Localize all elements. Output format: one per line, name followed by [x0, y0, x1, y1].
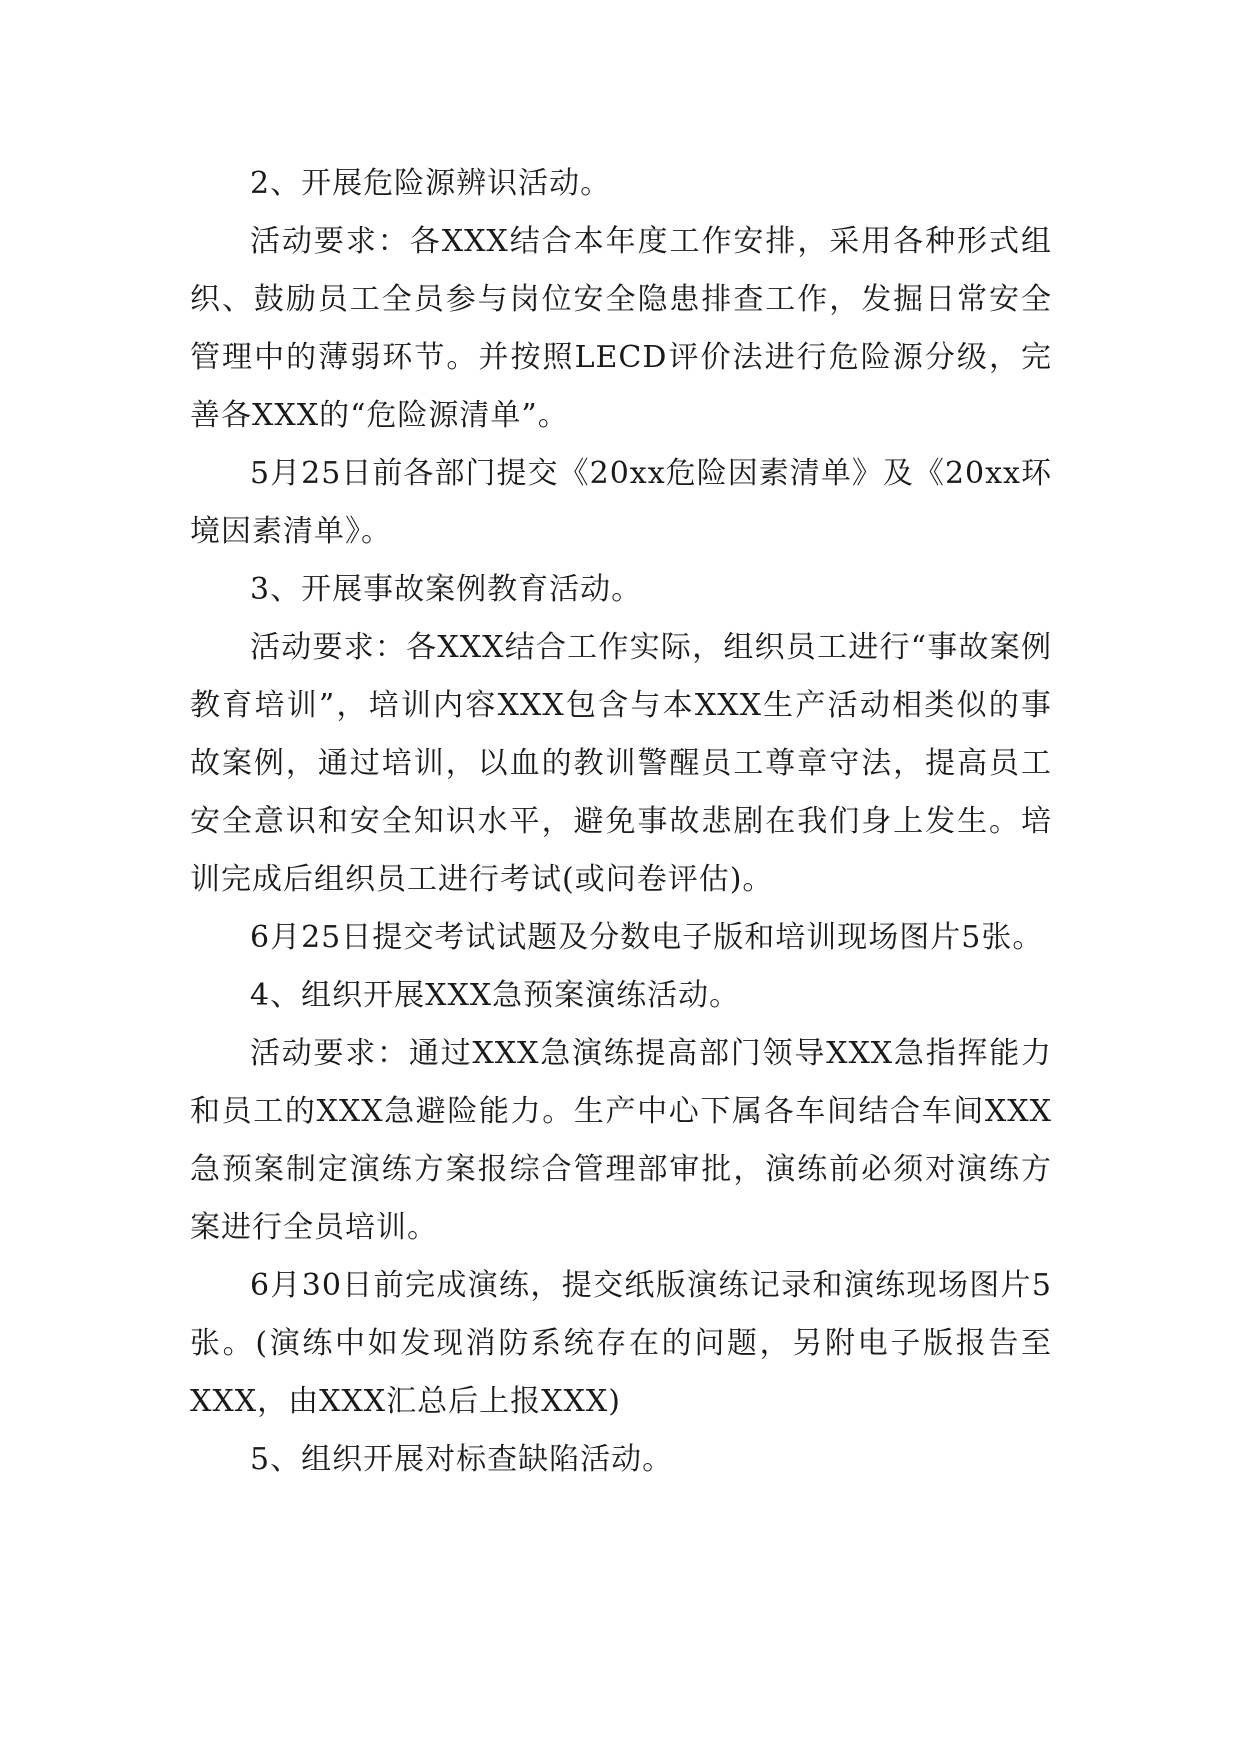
- paragraph-hazard-deadline: 5月25日前各部门提交《20xx危险因素清单》及《20xx环境因素清单》。: [190, 456, 1052, 549]
- section-heading-accident-education: 3、开展事故案例教育活动。: [250, 572, 643, 607]
- paragraph-accident-deadline: 6月25日提交考试试题及分数电子版和培训现场图片5张。: [250, 920, 1044, 955]
- paragraph-hazard-requirements: 活动要求：各XXX结合本年度工作安排，采用各种形式组织、鼓励员工全员参与岗位安全隐患排查工作，发掘日常安全管理中的薄弱环节。并按照LECD评价法进行危险源分级，完善各XXX的“危险源清单”。: [190, 224, 1052, 433]
- document-body: [190, 155, 1052, 1489]
- section-heading-emergency-drill: 4、组织开展XXX急预案演练活动。: [250, 978, 741, 1013]
- paragraph-drill-requirements: 活动要求：通过XXX急演练提高部门领导XXX急指挥能力和员工的XXX急避险能力。生产中心下属各车间结合车间XXX急预案制定演练方案报综合管理部审批，演练前必须对演练方案进行全员培训。: [190, 1036, 1052, 1245]
- section-heading-benchmark-defects: 5、组织开展对标查缺陷活动。: [250, 1442, 674, 1477]
- paragraph-drill-deadline: 6月30日前完成演练，提交纸版演练记录和演练现场图片5张。(演练中如发现消防系统存在的问题，另附电子版报告至XXX，由XXX汇总后上报XXX): [190, 1268, 1052, 1419]
- paragraph-accident-requirements: 活动要求：各XXX结合工作实际，组织员工进行“事故案例教育培训”，培训内容XXX包含与本XXX生产活动相类似的事故案例，通过培训，以血的教训警醒员工尊章守法，提高员工安全意识和安全知识水平，避免事故悲剧在我们身上发生。培训完成后组织员工进行考试(或问卷评估)。: [190, 630, 1052, 897]
- section-heading-hazard-identification: 2、开展危险源辨识活动。: [250, 166, 612, 201]
